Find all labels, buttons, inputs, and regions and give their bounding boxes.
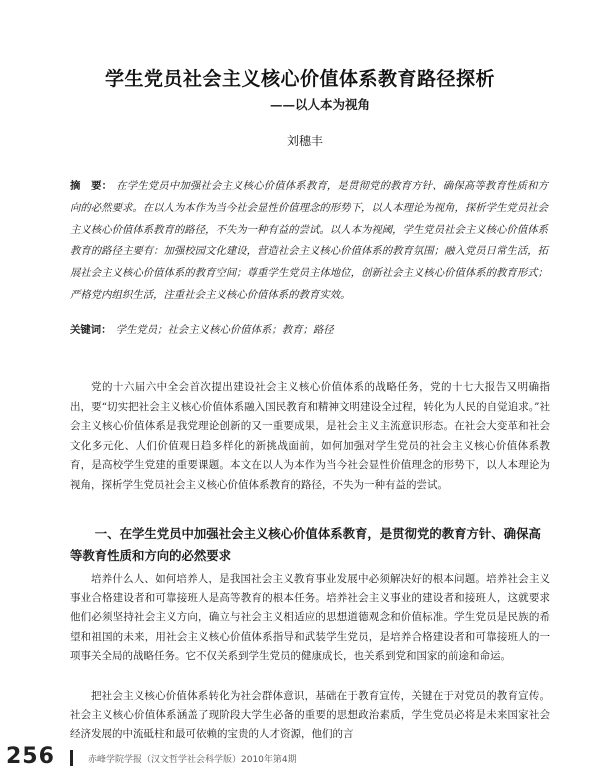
page-number: 256	[6, 744, 55, 769]
keywords	[70, 322, 548, 338]
keywords-text: 学生党员；社会主义核心价值体系；教育；路径	[115, 324, 334, 336]
body-paragraph: 培养什么人、如何培养人，是我国社会主义教育事业发展中必须解决好的根本问题。培养社会主义事业合格建设者和可靠接班人是高等教育的根本任务。培养社会主义事业的建设者和接班人，这就要求他们必须坚持社会主义方向，确立与社会主义相适应的思想道德观念和价值标准。学生党员是民族的希望和祖国的未来，用社会主义核心价值体系指导和武装学生党员，是培养合格建设者和可靠接班人的一项事关全局的战略任务。它不仅关系到学生党员的健康成长，也关系到党和国家的前途和命运。	[70, 573, 550, 662]
page-footer	[6, 744, 596, 769]
keywords-label: 关键词：	[70, 324, 112, 336]
journal-reference: 赤峰学院学报（汉文哲学社会科学版）2010年第4期	[88, 755, 297, 765]
body-paragraph: 把社会主义核心价值体系转化为社会群体意识，基础在于教育宣传，关键在于对党员的教育宣传。社会主义核心价值体系涵盖了现阶段大学生必备的重要的思想政治素质，学生党员必将是未来国家社会经济发展的中流砥柱和最可依赖的宝贵的人才资源，他们的言	[70, 690, 550, 741]
paper-title: 学生党员社会主义核心价值体系教育路径探析	[104, 68, 495, 90]
abstract-label: 摘 要：	[70, 180, 113, 192]
section-heading: 一、在学生党员中加强社会主义核心价值体系教育，是贯彻党的教育方针、确保高等教育性质和方向的必然要求	[70, 526, 541, 563]
footer-divider	[70, 750, 73, 766]
author-name: 刘穗丰	[286, 134, 323, 148]
abstract-text: 在学生党员中加强社会主义核心价值体系教育，是贯彻党的教育方针、确保高等教育性质和方向的必然要求。在以人为本作为当今社会显性价值理念的形势下，以人本理论为视角，探析学生党员社会主义核心价值体系教育的路径，不失为一种有益的尝试。以人本为视阈，学生党员社会主义核心价值体系教育的路径主要有：加强校园文化建设，营造社会主义核心价值体系的教育氛围；融入党员日常生活，拓展社会主义核心价值体系的教育空间；尊重学生党员主体地位，创新社会主义核心价值体系的教育形式；严格党内组织生活，注重社会主义核心价值体系的教育实效。	[70, 180, 549, 301]
abstract	[70, 176, 548, 307]
paper-subtitle: ——以人本为视角	[269, 97, 370, 112]
intro-paragraph: 党的十六届六中全会首次提出建设社会主义核心价值体系的战略任务，党的十七大报告又明确指出，要“切实把社会主义核心价值体系融入国民教育和精神文明建设全过程，转化为人民的自觉追求。”社会主义核心价值体系是我党理论创新的又一重要成果，是社会主义主流意识形态。在社会大变革和社会文化多元化、人们价值观日趋多样化的新挑战面前，如何加强对学生党员的社会主义核心价值体系教育，是高校学生党建的重要课题。本文在以人为本作为当今社会显性价值理念的形势下，以人本理论为视角，探析学生党员社会主义核心价值体系教育的路径，不失为一种有益的尝试。	[70, 381, 550, 491]
